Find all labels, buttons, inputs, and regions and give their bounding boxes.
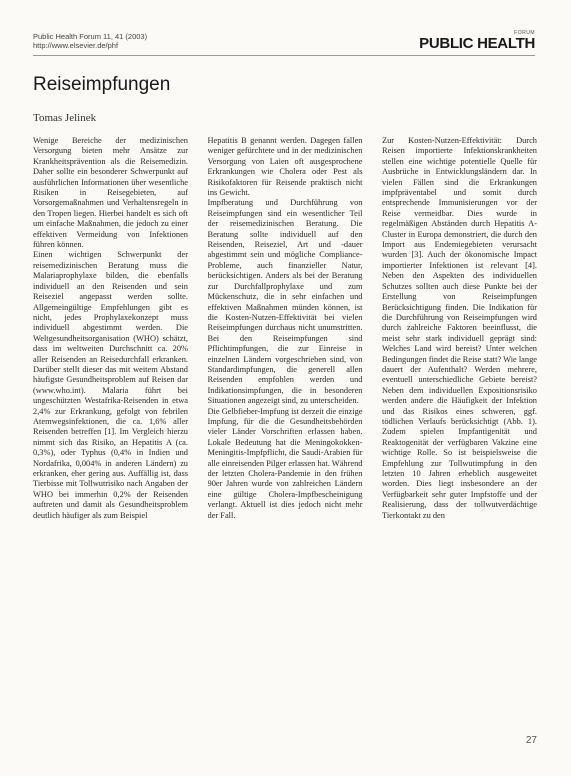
paragraph: Impfberatung und Durchführung von Reiseimpfungen sind ein wesentlicher Teil der reisemedizinischen Beratung. Die Beratung sollte individuell auf den Reisenden, Reiseziel, Art und -dauer abgestimmt sein und mögliche Compliance-Probleme, auch finanzieller Natur, berücksichtigen. Anders als bei der Beratung zur Durchfallprophylaxe und zum Mückenschutz, die in sehr einfachen und effektiven Maßnahmen münden können, ist die Kosten-Nutzen-Effektivität bei vielen Reiseimpfungen durchaus nicht unumstritten. Bei den Reiseimpfungen sind Pflichtimpfungen, die zur Einreise in einzelnen Ländern vorgeschrieben sind, von Standardimpfungen, die generell allen Reisenden empfohlen werden und Indikationsimpfungen, die in besonderen Situationen angezeigt sind, zu unterscheiden.	[207, 198, 363, 406]
paragraph: Zur Kosten-Nutzen-Effektivität: Durch Reisen importierte Infektionskrankheiten stellen eine wichtige potentielle Quelle für Ausbrüche in Entwicklungsländern dar. In vielen Fällen sind die Erkrankungen impfpräventabel und somit durch entsprechende Immunisierungen vor der Reise vermeidbar. Dies wurde in regelmäßigen Abständen durch Hepatitis A-Cluster in Europa demonstriert, die durch den Import aus Endemiegebieten verursacht wurden [3]. Auch der ökonomische Impact importierter Infektionen ist relevant [4]. Neben den Aspekten des individuellen Schutzes sollten auch diese Punkte bei der Erstellung von Reiseimpfungen Berücksichtigung finden. Die Indikation für die Durchführung von Reiseimpfungen wird durch zahlreiche Faktoren beeinflusst, die meist sehr stark individuell geprägt sind: Welches Land wird bereist? Unter welchen Bedingungen findet die Reise statt? Wie lange dauert der Aufenthalt? Werden mehrere, eventuell unterschiedliche Gebiete bereist? Neben dem individuellen Expositionsrisiko werden andere die Häufigkeit der Infektion und das Risikos eines schweren, ggf. tödlichen Verlaufs berücksichtigt (Abb. 1). Zudem spielen Impfantigenität und Reaktogenität der verfügbaren Vakzine eine wichtige Rolle. So ist beispielsweise die Empfehlung zur Tollwutimpfung in den letzten 10 Jahren erheblich ausgeweitet worden. Dies liegt insbesondere an der Verfügbarkeit sehr guter Impfstoffe und der Realisierung, dass der tollwutverdächtige Tierkontakt zu den	[382, 136, 537, 520]
column-2	[208, 136, 363, 726]
journal-logo-forum: FORUM	[514, 30, 535, 36]
paragraph: Hepatitis B genannt werden. Dagegen fallen weniger gefürchtete und in der medizinischen Versorgung von Laien oft ausgesprochene Erkrankungen wie Cholera oder Pest als Risikofaktoren für Reisende praktisch nicht ins Gewicht.	[207, 136, 363, 198]
journal-logo-title: PUBLIC HEALTH	[419, 35, 535, 52]
journal-logo	[419, 30, 535, 52]
journal-citation: Public Health Forum 11, 41 (2003)	[33, 32, 148, 41]
paragraph: Die Gelbfieber-Impfung ist derzeit die einzige Impfung, für die die Gesundheitsbehörden vieler Länder Vorschriften erlassen haben. Lokale Bedeutung hat die Meningokokken-Meningitis-Impfpflicht, die Saudi-Arabien für alle einreisenden Pilger erlassen hat. Während der letzten Cholera-Pandemie in den frühen 90er Jahren wurde von zahlreichen Ländern eine gültige Cholera-Impfbescheinigung verlangt. Aktuell ist dies jedoch nicht mehr der Fall.	[207, 406, 363, 520]
journal-url: http://www.elsevier.de/phf	[33, 41, 119, 50]
paragraph: Wenige Bereiche der medizinischen Versorgung bieten mehr Ansätze zur Krankheitsprävention als die Reisemedizin. Daher sollte ein besonderer Schwerpunkt auf ausführlichen Informationen über wesentliche Risiken in Reisegebieten, auf Vorsorgemaßnahmen und Verhaltensregeln in den Tropen liegen. Hierbei handelt es sich oft um einfache Maßnahmen, die jedoch zu einer effektiven Vermeidung von Infektionen führen können.	[33, 136, 188, 250]
column-3	[382, 136, 537, 726]
journal-header	[33, 32, 147, 50]
column-1	[33, 136, 188, 726]
article-title: Reiseimpfungen	[33, 74, 171, 95]
article-body	[33, 136, 537, 726]
article-author: Tomas Jelinek	[33, 112, 97, 124]
header-divider	[33, 55, 535, 56]
page-number: 27	[525, 735, 537, 746]
paragraph: Einen wichtigen Schwerpunkt der reisemedizinischen Beratung muss die Malariaprophylaxe bilden, die ebenfalls individuell an den Reisenden und sein Reiseziel angepasst werden sollte. Allgemeingültige Empfehlungen gibt es nicht, jedes Prophylaxekonzept muss individuell abgestimmt werden. Die Weltgesundheitsorganisation (WHO) schätzt, dass im weltweiten Durchschnitt ca. 20% aller Reisenden an Reisedurchfall erkranken. Darüber stellt dieser das mit weitem Abstand häufigste Gesundheitsproblem auf Reisen dar (www.who.int). Malaria führt bei ungeschützten Westafrika-Reisenden in etwa 2,4% zur Erkrankung, gefolgt von febrilen Atemwegsinfektionen, die ca. 1,6% aller Reisenden betreffen [1]. Im Vergleich hierzu nimmt sich das Risiko, an Hepatitis A (ca. 0,3%), oder Typhus (0,4% in Indien und Nordafrika, 0,004% in anderen Ländern) zu erkranken, eher gering aus. Auffällig ist, dass Tierbisse mit Tollwutrisiko nach Angaben der WHO bei immerhin 0,2% der Reisenden auftreten und damit als Gesundheitsproblem deutlich häufiger als zum Beispiel	[33, 250, 188, 520]
